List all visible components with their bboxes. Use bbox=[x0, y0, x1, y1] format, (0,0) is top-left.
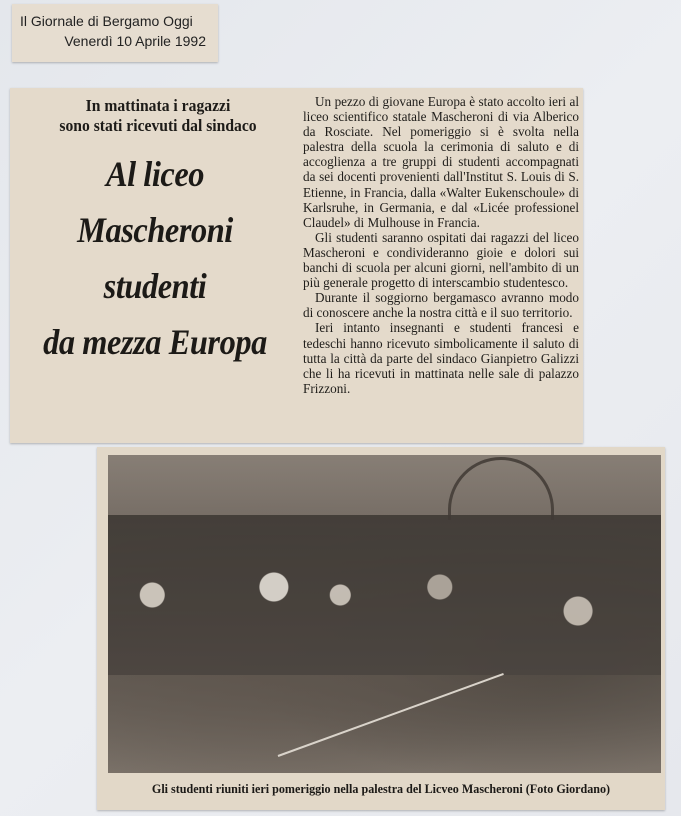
kicker-line: sono stati ricevuti dal sindaco bbox=[59, 116, 257, 135]
article-paragraph: Ieri intanto insegnanti e studenti francesi e tedeschi hanno ricevuto simbolicamente il saluto di tutta la città da parte del sindaco Gianpietro Galizzi che li ha ricevuti in mattinata nelle sale di palazzo Frizzoni. bbox=[303, 320, 579, 396]
floor-line bbox=[278, 673, 504, 757]
newspaper-name: Il Giornale di Bergamo Oggi bbox=[20, 13, 193, 29]
article-paragraph: Gli studenti saranno ospitati dai ragazzi del liceo Mascheroni e condivideranno gioie e dolori sui banchi di scuola per alcuni giorni, nell'ambito di un più generale progetto di interscambio studentesco. bbox=[303, 229, 579, 291]
news-photo bbox=[108, 455, 661, 773]
photo-caption: Gli studenti riuniti ieri pomeriggio nella palestra del Licveo Mascheroni (Foto Giordano) bbox=[151, 781, 611, 796]
headline-line: Al liceo bbox=[105, 154, 205, 194]
source-clipping bbox=[12, 4, 218, 62]
headline-line: studenti bbox=[103, 266, 207, 306]
article-headline bbox=[10, 146, 300, 370]
article-paragraph: Un pezzo di giovane Europa è stato accolto ieri al liceo scientifico statale Mascheroni di via Alberico da Rosciate. Nel pomeriggio si è svolta nella palestra della scuola la cerimonia di saluto e di accoglienza a tre gruppi di studenti accompagnati da sei docenti provenienti dall'Institut S. Louis di S. Etienne, in Francia, dalla «Walter Eukenschoule» di Karlsruhe, in Germania, e dal «Licée professionel Claudel» di Mulhouse in Francia. bbox=[303, 94, 579, 230]
article-clipping bbox=[10, 88, 583, 443]
photo-clipping bbox=[97, 447, 665, 810]
seated-students bbox=[108, 515, 661, 675]
publication-date: Venerdì 10 Aprile 1992 bbox=[64, 33, 206, 49]
kicker-line: In mattinata i ragazzi bbox=[85, 96, 231, 115]
article-kicker bbox=[22, 96, 294, 136]
article-body bbox=[303, 94, 579, 396]
headline-line: da mezza Europa bbox=[43, 322, 267, 362]
article-paragraph: Durante il soggiorno bergamasco avranno modo di conoscere anche la nostra città e il suo territorio. bbox=[303, 290, 579, 321]
headline-line: Mascheroni bbox=[77, 210, 233, 250]
